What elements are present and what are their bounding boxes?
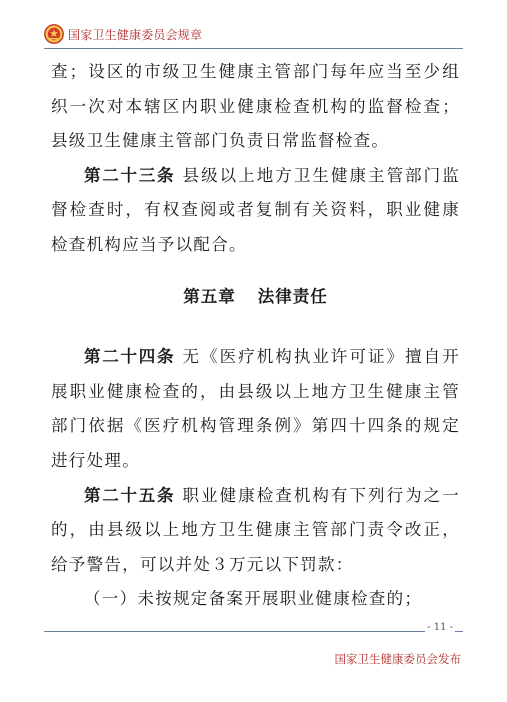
footer-publisher: 国家卫生健康委员会发布 — [334, 652, 461, 666]
article-25-text: 职业健康检查机构有下列行为之一的，由县级以上地方卫生健康主管部门责令改正，给予警告，可以并处３万元以下罚款： — [51, 485, 461, 574]
chapter-number: 第五章 — [183, 286, 236, 306]
page-header — [44, 23, 202, 45]
article-25-label: 第二十五条 — [84, 485, 176, 505]
page-number: - 11 - — [427, 622, 453, 633]
header-title: 国家卫生健康委员会规章 — [68, 27, 203, 42]
header-divider — [44, 48, 463, 49]
paragraph-continued: 查；设区的市级卫生健康主管部门每年应当至少组织一次对本辖区内职业健康检查机构的监督检查；县级卫生健康主管部门负责日常监督检查。 — [51, 62, 460, 151]
national-emblem-icon — [44, 24, 64, 44]
article-23 — [51, 159, 460, 263]
chapter-heading — [51, 280, 460, 315]
article-24 — [51, 340, 460, 478]
chapter-title: 法律责任 — [257, 286, 328, 306]
article-25-item-1: （一）未按规定备案开展职业健康检查的； — [84, 589, 423, 609]
document-body — [51, 55, 460, 617]
article-24-text: 无《医疗机构执业许可证》擅自开展职业健康检查的，由县级以上地方卫生健康主管部门依据《医疗机构管理条例》第四十四条的规定进行处理。 — [51, 347, 461, 470]
footer-divider — [44, 631, 463, 632]
article-23-text: 县级以上地方卫生健康主管部门监督检查时，有权查阅或者复制有关资料，职业健康检查机构应当予以配合。 — [51, 165, 461, 254]
article-24-label: 第二十四条 — [84, 347, 176, 367]
article-25 — [51, 479, 460, 583]
article-23-label: 第二十三条 — [84, 165, 176, 185]
